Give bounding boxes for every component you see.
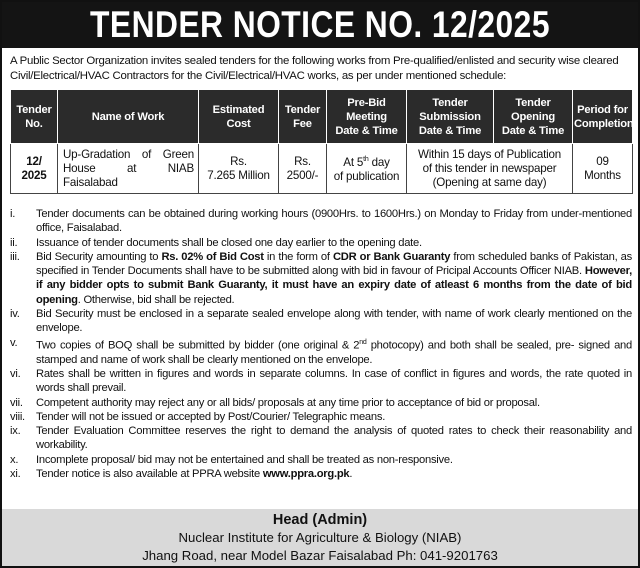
cell-name-of-work: Up-Gradation of Green House at NIAB Faisalabad <box>58 144 199 194</box>
cell-tender-no: 12/ 2025 <box>11 144 58 194</box>
footer <box>2 509 638 566</box>
list-item: ii. Issuance of tender documents shall be closed one day earlier to the opening date. <box>10 236 422 249</box>
list-item: iv. Bid Security must be enclosed in a separate sealed envelope along with tender, with name of work clearly mentioned on the envelope. <box>10 308 632 335</box>
cell-estimated-cost: Rs. 7.265 Million <box>199 144 279 194</box>
header-pre-bid: Pre-Bid Meeting Date & Time <box>327 90 407 144</box>
header-name-of-work: Name of Work <box>58 90 199 144</box>
terms-list <box>10 207 632 481</box>
list-item: iii. Bid Security amounting to Rs. 02% of Bid Cost in the form of CDR or Bank Guaranty from scheduled banks of Pakistan, as specified in Tender Documents shall have to be submitted along with bid in favour of Pricipal Accounts Officer NIAB. However, if any bidder opts to submit Bank Guaranty, it must have an expiry date of atleast 6 months from the date of bid opening. Otherwise, bid shall be rejected. <box>10 250 632 306</box>
list-item: x. Incomplete proposal/ bid may not be entertained and shall be treated as non-responsive. <box>10 453 453 466</box>
list-item: vi. Rates shall be written in figures and words in separate columns. In case of conflict in figures and words, the rate quoted in words shall prevail. <box>10 368 632 395</box>
cell-pre-bid: At 5th day of publication <box>327 144 407 194</box>
schedule-table <box>10 89 633 194</box>
footer-institute: Nuclear Institute for Agriculture & Biology (NIAB) <box>178 530 462 545</box>
title-bar <box>2 2 638 48</box>
list-item: viii. Tender will not be issued or accepted by Post/Courier/ Telegraphic means. <box>10 410 386 423</box>
header-estimated-cost: Estimated Cost <box>199 90 279 144</box>
cell-submission-opening: Within 15 days of Publication of this tender in newspaper (Opening at same day) <box>407 144 573 194</box>
table-header-row <box>11 90 633 144</box>
cell-period: 09 Months <box>573 144 633 194</box>
notice-title: TENDER NOTICE NO. 12/2025 <box>47 2 594 48</box>
list-item: vii. Competent authority may reject any or all bids/ proposals at any time prior to acceptance of bid or proposal. <box>10 396 540 409</box>
cell-tender-fee: Rs. 2500/- <box>279 144 327 194</box>
list-item: v. Two copies of BOQ shall be submitted by bidder (one original & 2nd photocopy) and both shall be sealed, pre- signed and stamped and name of work shall be clearly mentioned on the envelope. <box>10 336 632 366</box>
list-item: ix. Tender Evaluation Committee reserves the right to demand the analysis of quoted rates to check their reasonability and workability. <box>10 425 632 452</box>
header-period: Period for Completion <box>573 90 633 144</box>
footer-head: Head (Admin) <box>272 512 368 528</box>
intro-paragraph: A Public Sector Organization invites sealed tenders for the following works from Pre-qualified/enlisted and security wise cleared Civil/Electrical/HVAC Contractors for the Civil/Electrical/HVAC works, as per under mentioned schedule: <box>10 55 619 82</box>
footer-address: Jhang Road, near Model Bazar Faisalabad Ph: 041-9201763 <box>142 548 498 563</box>
header-submission: Tender Submission Date & Time <box>407 90 494 144</box>
header-opening: Tender Opening Date & Time <box>494 90 573 144</box>
list-item: i. Tender documents can be obtained during working hours (0900Hrs. to 1600Hrs.) on Monday to Friday from under-mentioned office, Faisalabad. <box>10 208 632 235</box>
list-item: xi. Tender notice is also available at PPRA website www.ppra.org.pk. <box>10 468 353 481</box>
header-tender-fee: Tender Fee <box>279 90 327 144</box>
header-tender-no: Tender No. <box>11 90 58 144</box>
ppra-website-link[interactable]: www.ppra.org.pk <box>262 468 350 481</box>
table-row <box>11 144 633 194</box>
